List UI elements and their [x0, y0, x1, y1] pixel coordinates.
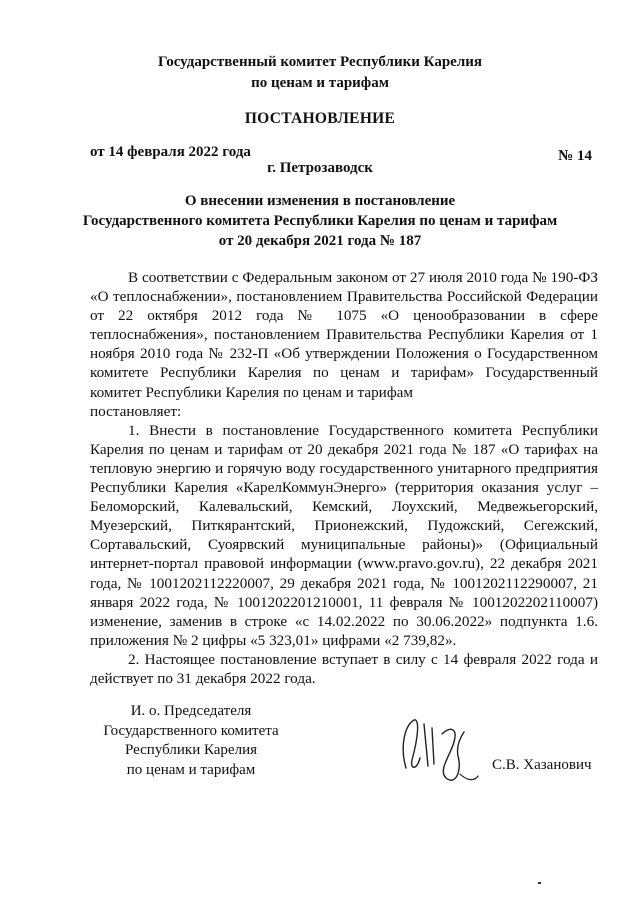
- signatory-title-line4: по ценам и тарифам: [126, 761, 256, 778]
- document-city: г. Петрозаводск: [267, 160, 373, 176]
- signatory-title: [86, 702, 296, 780]
- scan-speck: [538, 882, 541, 884]
- document-type: ПОСТАНОВЛЕНИЕ: [244, 110, 396, 127]
- item-2-paragraph: 2. Настоящее постановление вступает в силу с 14 февраля 2022 года и действует по 31 декабря 2022 года.: [90, 650, 598, 687]
- subject-line2: Государственного комитета Республики Карелия по ценам и тарифам: [82, 213, 558, 229]
- signatory-title-line3: Республики Карелия: [124, 742, 258, 758]
- handwritten-signature: [398, 708, 498, 788]
- organization-name-line2: по ценам и тарифам: [251, 75, 389, 91]
- document-date: от 14 февраля 2022 года: [90, 144, 251, 160]
- signatory-name: С.В. Хазанович: [492, 757, 592, 773]
- organization-name: [0, 52, 640, 94]
- item-1-paragraph: 1. Внести в постановление Государственного комитета Республики Карелия по ценам и тарифам от 20 декабря 2021 года № 187 «О тарифах на тепловую энергию и горячую воду государственного унитарного предприятия Республики Карелия «КарелКоммунЭнерго» (территория оказания услуг – Беломорский, Калевальский, Кемский, Лоухский, Медвежьегорский, Муезерский, Питкярантский, Прионежский, Пудожский, Сегежский, Сортавальский, Суоярвский муниципальные районы)» (Официальный интернет-портал правовой информации (www.pravo.gov.ru), 22 декабря 2021 года, № 1001202112220007, 29 декабря 2021 года, № 1001202112290007, 21 января 2022 года, № 1001202201210001, 11 февраля № 1001202202110007) изменение, заменив в строке «с 14.02.2022 по 30.06.2022» подпункта 1.6. приложения № 2 цифры «5 323,01» цифрами «2 739,82».: [90, 421, 598, 649]
- document-subject: [0, 191, 640, 251]
- document-number: № 14: [558, 148, 592, 164]
- document-body: [90, 268, 598, 688]
- signatory-title-line2: Государственного комитета: [103, 722, 279, 739]
- preamble-paragraph: В соответствии с Федеральным законом от 27 июля 2010 года № 190-ФЗ «О теплоснабжении», постановлением Правительства Российской Федерации от 22 октября 2012 года № 1075 «О ценообразовании в сфере теплоснабжения», постановлением Правительства Республики Карелия от 1 ноября 2010 года № 232-П «Об утверждении Положения о Государственном комитете Республики Карелия по ценам и тарифам» Государственный комитет Республики Карелия по ценам и тарифам: [90, 269, 598, 401]
- subject-line3: от 20 декабря 2021 года № 187: [218, 233, 422, 249]
- signatory-title-line1: И. о. Председателя: [130, 703, 252, 719]
- resolves-line: постановляет:: [90, 402, 182, 420]
- organization-name-line1: Государственный комитет Республики Карелия: [158, 54, 482, 70]
- subject-line1: О внесении изменения в постановление: [184, 193, 456, 209]
